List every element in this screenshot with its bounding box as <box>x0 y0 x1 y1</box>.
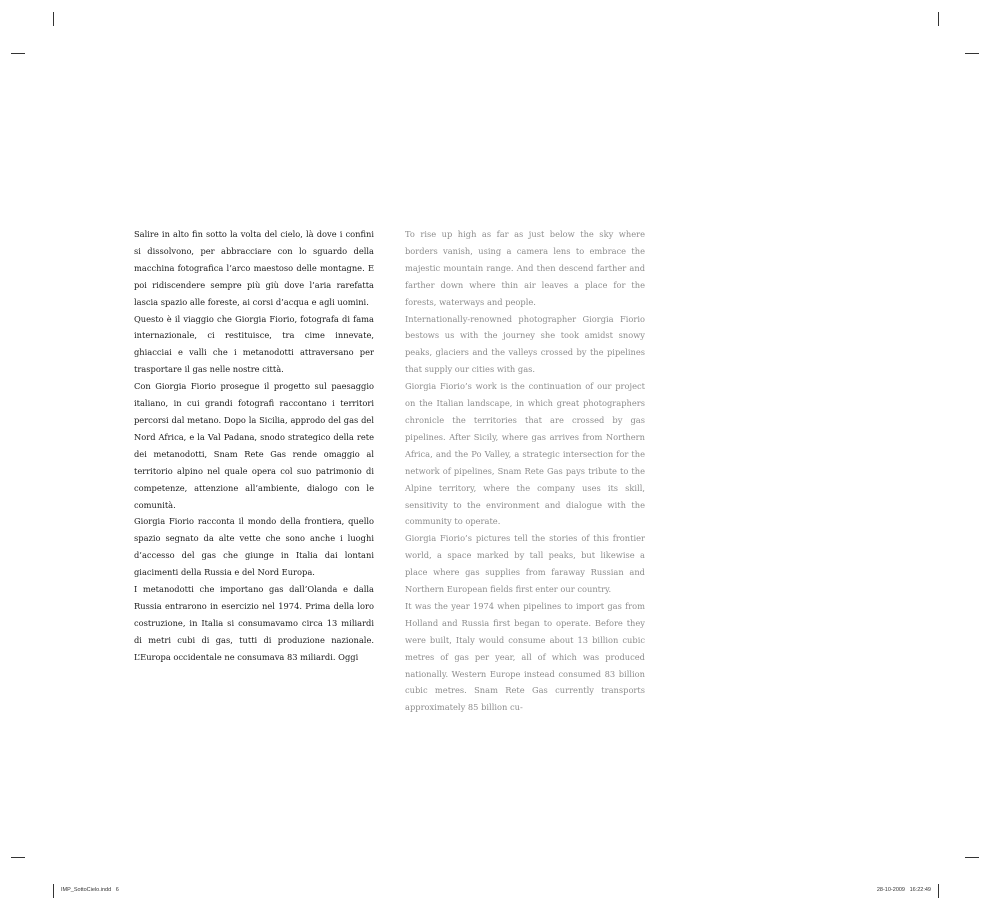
paragraph: To rise up high as far as just below the sky where borders vanish, using a camera lens to embrace the majestic mountain range. And then descend farther and farther down where thin air leaves a place for the forests, waterways and people. <box>405 229 645 307</box>
paragraph: Questo è il viaggio che Giorgia Fiorio, fotografa di fama internazionale, ci restituisce, tra cime innevate, ghiacciai e valli che i metanodotti attraversano per trasportare il gas nelle nostre città. <box>134 313 374 375</box>
paragraph: Internationally-renowned photographer Giorgia Fiorio bestows us with the journey she took amidst snowy peaks, glaciers and the valleys crossed by the pipelines that supply our cities with gas. <box>405 313 645 375</box>
paragraph: Giorgia Fiorio’s work is the continuation of our project on the Italian landscape, in which great photographers chronicle the territories that are crossed by gas pipelines. After Sicily, where gas arrives from Northern Africa, and the Po Valley, a strategic intersection for the network of pipelines, Snam Rete Gas pays tribute to the Alpine territory, where the company uses its skill, sensitivity to the environment and dialogue with the community to operate. <box>405 381 645 527</box>
paragraph: Salire in alto fin sotto la volta del cielo, là dove i confini si dissolvono, per abbracciare con lo sguardo della macchina fotografica l’arco maestoso delle montagne. E poi ridiscendere sempre più giù dove l’aria rarefatta lascia spazio alle foreste, ai corsi d’acqua e agli uomini. <box>134 229 374 307</box>
crop-mark-top-right-horizontal <box>965 53 979 54</box>
english-text-column <box>405 226 645 716</box>
italian-text-column <box>134 226 374 666</box>
crop-mark-top-left-horizontal <box>11 53 25 54</box>
slug-timestamp: 28-10-2009 16:22:49 <box>876 887 931 893</box>
crop-mark-top-right <box>938 12 939 26</box>
crop-mark-bottom-right-horizontal <box>965 857 979 858</box>
slug-file-info: IMP_SottoCielo.indd 6 <box>61 887 119 893</box>
crop-mark-bottom-left <box>53 884 54 898</box>
paragraph: Con Giorgia Fiorio prosegue il progetto sul paesaggio italiano, in cui grandi fotografi raccontano i territori percorsi dal metano. Dopo la Sicilia, approdo del gas del Nord Africa, e la Val Padana, snodo strategico della rete dei metanodotti, Snam Rete Gas rende omaggio al territorio alpino nel quale opera col suo patrimonio di competenze, attenzione all’ambiente, dialogo con le comunità. <box>134 381 374 510</box>
crop-mark-bottom-right <box>938 884 939 898</box>
crop-mark-top-left <box>53 12 54 26</box>
paragraph: Giorgia Fiorio’s pictures tell the stories of this frontier world, a space marked by tall peaks, but likewise a place where gas supplies from faraway Russian and Northern European fields first enter our country. <box>405 533 645 595</box>
paragraph: It was the year 1974 when pipelines to import gas from Holland and Russia first began to operate. Before they were built, Italy would consume about 13 billion cubic metres of gas per year, all of which was produced nationally. Western Europe instead consumed 83 billion cubic metres. Snam Rete Gas currently transports approximately 85 billion cu- <box>405 600 645 713</box>
paragraph: I metanodotti che importano gas dall’Olanda e dalla Russia entrarono in esercizio nel 1974. Prima della loro costruzione, in Italia si consumavamo circa 13 miliardi di metri cubi di gas, tutti di produzione nazionale. L’Europa occidentale ne consumava 83 miliardi. Oggi <box>134 584 374 662</box>
paragraph: Giorgia Fiorio racconta il mondo della frontiera, quello spazio segnato da alte vette che sono anche i luoghi d’accesso del gas che giunge in Italia dai lontani giacimenti della Russia e del Nord Europa. <box>134 516 374 578</box>
crop-mark-bottom-left-horizontal <box>11 857 25 858</box>
